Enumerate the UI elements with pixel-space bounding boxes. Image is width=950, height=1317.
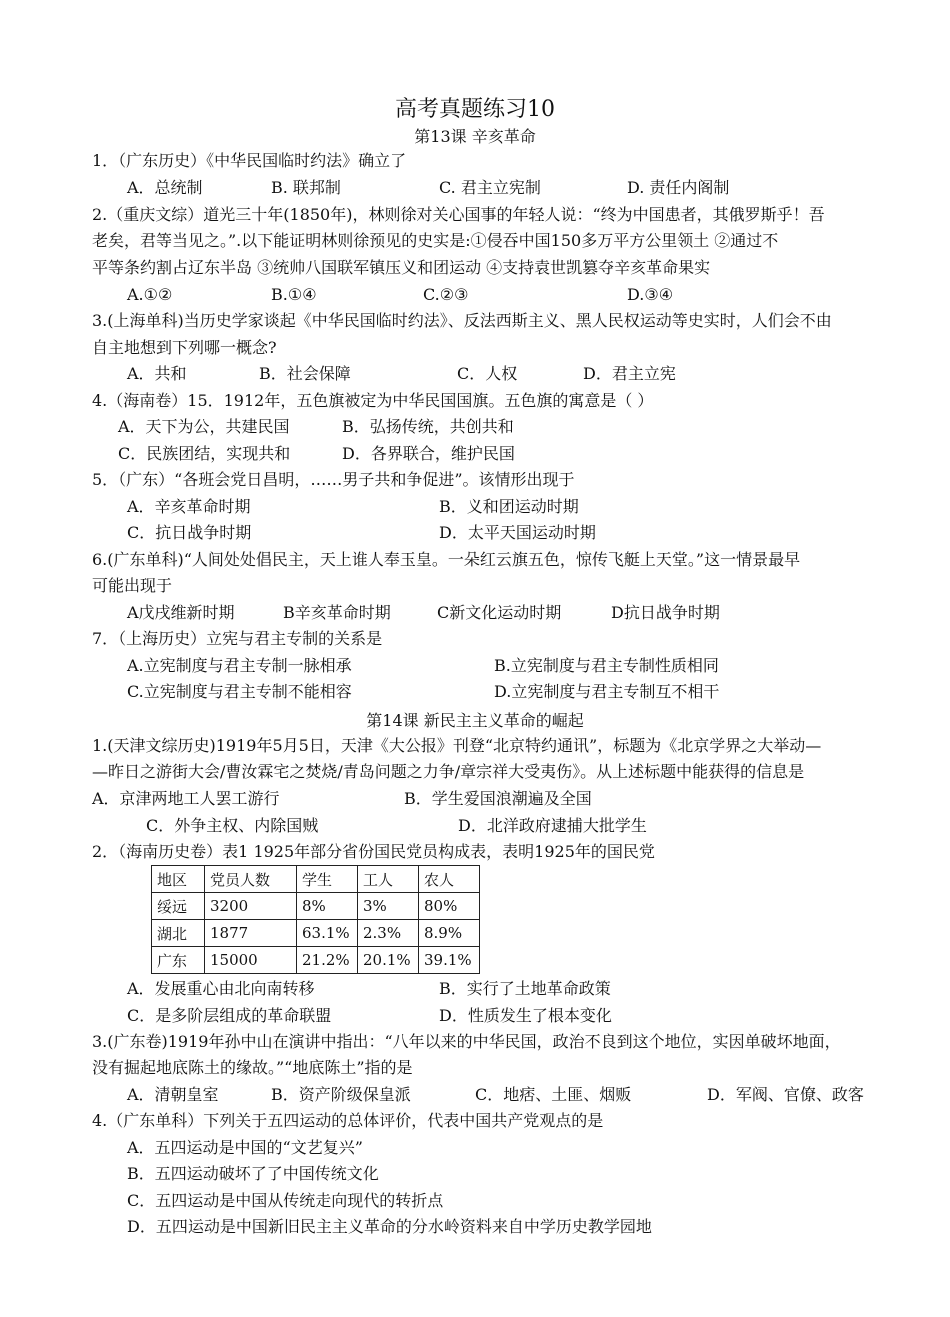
option: D．各界联合，维护民国 [342, 444, 515, 463]
table-cell: 63.1% [297, 920, 358, 947]
question-stem: 5．（广东）“各班会党日昌明，……男子共和争促进”。该情形出现于 [92, 470, 575, 489]
option: D．五四运动是中国新旧民主主义革命的分水岭资料来自中学历史教学园地 [127, 1217, 652, 1236]
question-line: 可能出现于 [92, 576, 173, 595]
lesson-14-heading: 第14课 新民主主义革命的崛起 [366, 711, 584, 730]
option: A．共和 [127, 364, 187, 383]
question-line: 3.(广东卷)1919年孙中山在演讲中指出：“八年以来的中华民国，政治不良到这个地位，实因单破坏地面， [92, 1032, 841, 1051]
option: A．京津两地工人罢工游行 [92, 789, 280, 808]
option: A．清朝皇室 [127, 1085, 219, 1104]
option: C．五四运动是中国从传统走向现代的转折点 [127, 1191, 444, 1210]
option: C．民族团结，实现共和 [118, 444, 291, 463]
option: D抗日战争时期 [611, 603, 720, 622]
table-header-cell: 学生 [297, 866, 358, 893]
question-stem: 1．（广东历史）《中华民国临时约法》确立了 [92, 151, 407, 170]
question-line: 2.（重庆文综）道光三十年(1850年)，林则徐对关心国事的年轻人说：“终为中国患者，其俄罗斯乎！吾 [92, 205, 825, 224]
table-cell: 3% [358, 893, 419, 920]
table-header-cell: 地区 [152, 866, 205, 893]
option: D.③④ [627, 285, 674, 304]
table-row [152, 947, 480, 974]
table-cell: 21.2% [297, 947, 358, 974]
question-stem: 4.（广东单科）下列关于五四运动的总体评价，代表中国共产党观点的是 [92, 1111, 604, 1130]
option: C.立宪制度与君主专制不能相容 [127, 682, 352, 701]
table-cell: 80% [419, 893, 480, 920]
table-cell: 39.1% [419, 947, 480, 974]
question-line: 1.(天津文综历史)1919年5月5日，天津《大公报》刊登“北京特约通讯”，标题为《北京学界之大举动— [92, 736, 822, 755]
page-title: 高考真题练习10 [395, 97, 555, 122]
option: D. 责任内阁制 [627, 178, 730, 197]
option: C．抗日战争时期 [127, 523, 252, 542]
question-line: 平等条约割占辽东半岛 ③统帅八国联军镇压义和团运动 ④支持袁世凯篡夺辛亥革命果实 [92, 258, 711, 277]
option: B．实行了土地革命政策 [439, 979, 611, 998]
table-cell: 2.3% [358, 920, 419, 947]
party-members-table [151, 865, 480, 974]
lesson-13-heading: 第13课 辛亥革命 [414, 127, 536, 146]
option: D．军阀、官僚、政客 [707, 1085, 864, 1104]
question-line: 6.(广东单科)“人间处处倡民主，天上谁人奉玉皇。一朵红云旗五色，惊传飞艇上天堂。”这一情景最早 [92, 550, 801, 569]
table-cell: 湖北 [152, 920, 205, 947]
option: B. 联邦制 [271, 178, 341, 197]
option: A戊戌维新时期 [127, 603, 235, 622]
table-header-cell: 农人 [419, 866, 480, 893]
table-cell: 20.1% [358, 947, 419, 974]
option: B辛亥革命时期 [283, 603, 391, 622]
option: A.①② [127, 285, 173, 304]
option: D．性质发生了根本变化 [439, 1006, 612, 1025]
option: A．辛亥革命时期 [127, 497, 251, 516]
table-header-row [152, 866, 480, 893]
table-cell: 广东 [152, 947, 205, 974]
question-line: 自主地想到下列哪一概念? [92, 338, 277, 357]
option: A．天下为公，共建民国 [118, 417, 290, 436]
question-line: 老矣，君等当见之。”.以下能证明林则徐预见的史实是:①侵吞中国150多万平方公里领土 ②通过不 [92, 231, 779, 250]
table-cell: 1877 [205, 920, 297, 947]
option: B.①④ [271, 285, 317, 304]
option: B．学生爱国浪潮遍及全国 [404, 789, 592, 808]
option: A．五四运动是中国的“文艺复兴” [127, 1138, 363, 1157]
table-cell: 绥远 [152, 893, 205, 920]
table-row [152, 893, 480, 920]
option: B．五四运动破坏了了中国传统文化 [127, 1164, 379, 1183]
option: B．弘扬传统，共创共和 [342, 417, 514, 436]
option: C．地痞、土匪、烟贩 [475, 1085, 632, 1104]
table-header-cell: 党员人数 [205, 866, 297, 893]
option: B．社会保障 [259, 364, 351, 383]
question-stem: 4.（海南卷）15．1912年，五色旗被定为中华民国国旗。五色旗的寓意是（ ） [92, 391, 654, 410]
question-stem: 7．（上海历史）立宪与君主专制的关系是 [92, 629, 383, 648]
option: D.立宪制度与君主专制互不相干 [494, 682, 720, 701]
option: C．外争主权、内除国贼 [146, 816, 319, 835]
option: C.②③ [423, 285, 469, 304]
option: B.立宪制度与君主专制性质相同 [494, 656, 719, 675]
option: B．义和团运动时期 [439, 497, 579, 516]
option: C. 君主立宪制 [439, 178, 541, 197]
question-stem: 2．（海南历史卷）表1 1925年部分省份国民党员构成表，表明1925年的国民党 [92, 842, 655, 861]
option: C．是多阶层组成的革命联盟 [127, 1006, 332, 1025]
table-header-cell: 工人 [358, 866, 419, 893]
question-line: 没有掘起地底陈土的缘故。”“地底陈土”指的是 [92, 1058, 413, 1077]
option: C．人权 [457, 364, 518, 383]
question-line: —昨日之游街大会/曹汝霖宅之焚烧/青岛问题之力争/章宗祥大受夷伤》。从上述标题中能获得的信息是 [92, 762, 805, 781]
option: C新文化运动时期 [437, 603, 562, 622]
option: D．北洋政府逮捕大批学生 [458, 816, 647, 835]
table-cell: 8.9% [419, 920, 480, 947]
table-cell: 3200 [205, 893, 297, 920]
option: D．太平天国运动时期 [439, 523, 596, 542]
option: B．资产阶级保皇派 [271, 1085, 411, 1104]
option: A．发展重心由北向南转移 [127, 979, 315, 998]
table-row [152, 920, 480, 947]
table-cell: 8% [297, 893, 358, 920]
question-line: 3.(上海单科)当历史学家谈起《中华民国临时约法》、反法西斯主义、黑人民权运动等史实时，人们会不由 [92, 311, 832, 330]
option: A．总统制 [127, 178, 203, 197]
table-cell: 15000 [205, 947, 297, 974]
option: A.立宪制度与君主专制一脉相承 [127, 656, 352, 675]
option: D．君主立宪 [583, 364, 676, 383]
